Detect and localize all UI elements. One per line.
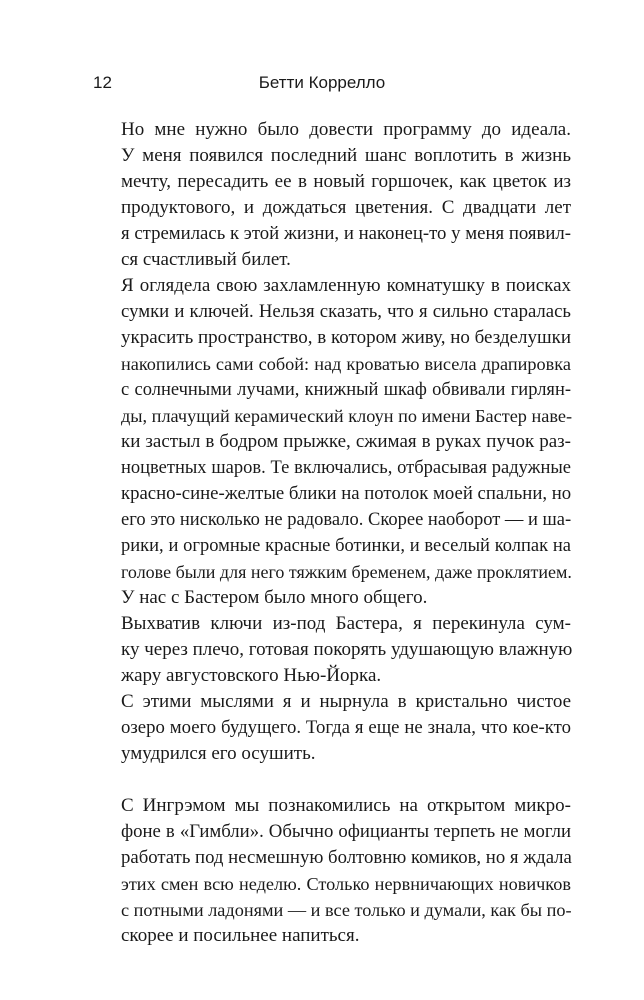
running-head: Бетти Коррелло xyxy=(258,73,386,92)
text-line: рики, и огромные красные ботинки, и веселый колпак на xyxy=(121,536,571,556)
text-line: умудрился его осушить. xyxy=(121,743,316,764)
text-line: красно-сине-желтые блики на потолок моей спальни, но xyxy=(121,483,572,504)
text-line: ноцветных шаров. Те включались, отбрасывая радужные xyxy=(121,458,571,478)
text-line: скорее и посильнее напиться. xyxy=(121,925,360,946)
text-line: С этими мыслями я и нырнула в кристально чистое xyxy=(121,691,571,712)
text-line: я стремилась к этой жизни, и наконец-то у меня появил- xyxy=(121,223,571,244)
section-break xyxy=(93,767,571,793)
paragraph xyxy=(93,611,571,689)
paragraph xyxy=(93,585,571,611)
page-number: 12 xyxy=(93,73,112,92)
text-section xyxy=(93,117,571,767)
text-line: голове были для него тяжким бременем, даже проклятием. xyxy=(121,562,572,582)
text-line: ся счастливый билет. xyxy=(121,249,291,270)
paragraph xyxy=(93,689,571,767)
text-line: С Ингрэмом мы познакомились на открытом микро- xyxy=(121,795,571,816)
text-line: украсить пространство, в котором живу, но безделушки xyxy=(121,327,571,348)
text-line: ды, плачущий керамический клоун по имени Бастер наве- xyxy=(121,406,573,426)
text-line: этих смен всю неделю. Столько нервничающих новичков xyxy=(121,874,571,894)
text-line: мечту, пересадить ее в новый горшочек, как цветок из xyxy=(121,171,571,192)
text-line: фоне в «Гимбли». Обычно официанты терпеть не могли xyxy=(121,821,571,842)
text-line: с солнечными лучами, книжный шкаф обвивали гирлян- xyxy=(121,380,571,400)
text-line: Но мне нужно было довести программу до идеала. xyxy=(121,119,571,140)
text-line: Выхватив ключи из-под Бастера, я перекинула сум- xyxy=(121,613,571,634)
text-line: сумки и ключей. Нельзя сказать, что я сильно старалась xyxy=(121,301,571,322)
paragraph xyxy=(93,117,571,273)
text-line: ку через плечо, готовая покорять удушающую влажную xyxy=(121,639,573,660)
text-line: накопились сами собой: над кроватью висела драпировка xyxy=(121,354,571,374)
text-line: ки застыл в бодром прыжке, сжимая в руках пучок раз- xyxy=(121,431,571,452)
text-line: Я оглядела свою захламленную комнатушку в поисках xyxy=(121,275,571,296)
text-line: озеро моего будущего. Тогда я еще не знала, что кое-кто xyxy=(121,717,571,738)
text-line: У меня появился последний шанс воплотить в жизнь xyxy=(121,145,571,166)
paragraph xyxy=(93,793,571,949)
text-line: жару августовского Нью-Йорка. xyxy=(121,665,382,686)
text-section xyxy=(93,793,571,949)
text-line: У нас с Бастером было много общего. xyxy=(121,587,428,608)
text-line: продуктового, и дождаться цветения. С двадцати лет xyxy=(121,197,571,218)
text-line: работать под несмешную болтовню комиков, но я ждала xyxy=(121,847,572,868)
text-line: с потными ладонями — и все только и думали, как бы по- xyxy=(121,900,572,920)
paragraph xyxy=(93,273,571,585)
text-line: его это нисколько не радовало. Скорее наоборот — и ша- xyxy=(121,510,572,530)
body-text xyxy=(93,117,571,949)
